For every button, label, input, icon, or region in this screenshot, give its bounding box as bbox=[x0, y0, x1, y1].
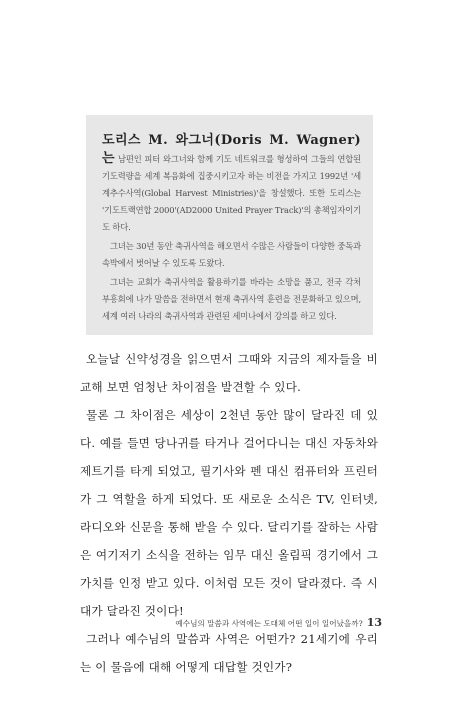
body-paragraph: 오늘날 신약성경을 읽으면서 그때와 지금의 제자들을 비교해 보면 엄청난 차이점을 발견할 수 있다. bbox=[80, 352, 378, 394]
body-paragraph: 그러나 예수님의 말씀과 사역은 어떤가? 21세기에 우리는 이 물음에 대해 어떻게 대답할 것인가? bbox=[80, 632, 378, 674]
author-bio-box bbox=[86, 115, 373, 335]
body-paragraph: 물론 그 차이점은 세상이 2천년 동안 많이 달라진 데 있다. 예를 들면 당나귀를 타거나 걸어다니는 대신 자동차와 제트기를 타게 되었고, 필기사와 펜 대신 컴퓨터와 프린터가 그 역할을 하게 되었다. 또 새로운 소식은 TV, 인터넷, 라디오와 신문을 통해 받을 수 있다. 달리기를 잘하는 사람은 여기저기 소식을 전하는 임무 대신 올림픽 경기에서 그 가치를 인정 받고 있다. 이처럼 모든 것이 달라졌다. 즉 시대가 달라진 것이다! bbox=[80, 408, 378, 618]
running-title: 예수님의 말씀과 사역에는 도대체 어떤 일이 일어났을까? bbox=[175, 619, 363, 628]
author-bio-paragraph: 그녀는 30년 동안 축귀사역을 해오면서 수많은 사람들이 다양한 중독과 속박에서 벗어날 수 있도록 도왔다. bbox=[102, 241, 361, 268]
page-footer bbox=[170, 616, 382, 631]
author-bio-paragraph bbox=[102, 132, 361, 236]
page-number: 13 bbox=[366, 616, 382, 629]
author-bio-paragraph: 그녀는 교회가 축귀사역을 활용하기를 바라는 소망을 품고, 전국 각처 부흥회에 나가 말씀을 전하면서 현재 축귀사역 훈련을 전문화하고 있으며, 세계 여러 나라의 축귀사역과 관련된 세미나에서 강의를 하고 있다. bbox=[102, 277, 361, 321]
author-bio-text: 남편인 피터 와그너와 함께 기도 네트워크를 형성하여 그들의 연합된 기도력량을 세계 복음화에 집중시키고자 하는 비전을 가지고 1992년 '세계추수사역(Global Harvest Ministries)'을 창설했다. 또한 도리스는 '기도트랙연합 2000'(AD2000 United Prayer Track)'의 총책임자이기도 하다. bbox=[102, 154, 361, 232]
author-name: 도리스 M. 와그너(Doris M. Wagner)는 bbox=[102, 133, 361, 166]
